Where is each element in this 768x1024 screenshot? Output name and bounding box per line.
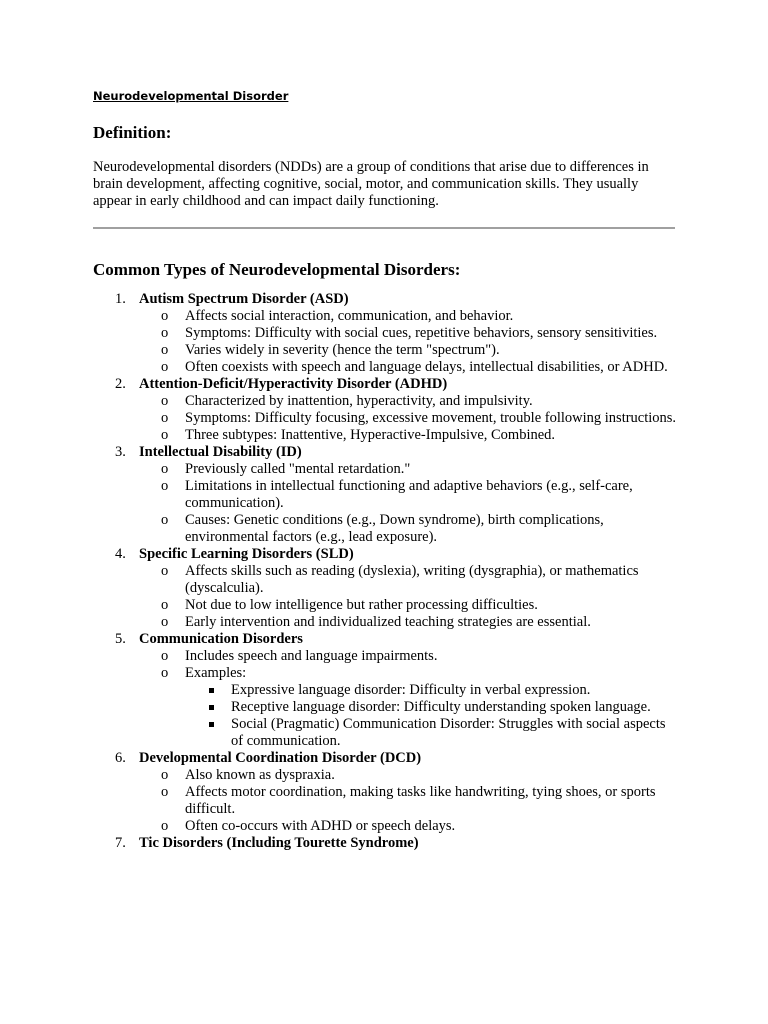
- point-text: Examples:: [185, 665, 247, 681]
- list-number: 2.: [115, 376, 126, 392]
- point-text: Symptoms: Difficulty with social cues, repetitive behaviors, sensory sensitivities.: [185, 325, 658, 341]
- point-item: [139, 665, 678, 750]
- point-item: [139, 784, 678, 818]
- square-bullet-icon: [209, 705, 214, 710]
- circle-bullet-icon: o: [161, 393, 169, 409]
- point-item: [139, 325, 678, 342]
- circle-bullet-icon: o: [161, 614, 169, 630]
- point-item: [139, 767, 678, 784]
- circle-bullet-icon: o: [161, 597, 169, 613]
- circle-bullet-icon: o: [161, 818, 169, 834]
- square-bullet-icon: [209, 688, 214, 693]
- point-text: Limitations in intellectual functioning and adaptive behaviors (e.g., self-care, communication).: [185, 478, 633, 511]
- list-item: [93, 291, 678, 376]
- list-item: [93, 750, 678, 835]
- square-bullet-icon: [209, 722, 214, 727]
- point-text: Early intervention and individualized teaching strategies are essential.: [185, 614, 591, 630]
- circle-bullet-icon: o: [161, 325, 169, 341]
- definition-paragraph: Neurodevelopmental disorders (NDDs) are a group of conditions that arise due to differences in brain development, affecting cognitive, social, motor, and communication skills. They usually appear in early childhood and can impact daily functioning.: [93, 159, 649, 209]
- point-item: [139, 563, 678, 597]
- circle-bullet-icon: o: [161, 308, 169, 324]
- point-item: [139, 410, 678, 427]
- sub-point-list: [185, 682, 678, 750]
- point-item: [139, 342, 678, 359]
- sub-point-item: [185, 682, 678, 699]
- point-text: Affects skills such as reading (dyslexia), writing (dysgraphia), or mathematics (dyscalculia).: [185, 563, 639, 596]
- circle-bullet-icon: o: [161, 410, 169, 426]
- point-text: Not due to low intelligence but rather processing difficulties.: [185, 597, 538, 613]
- circle-bullet-icon: o: [161, 784, 169, 800]
- point-text: Symptoms: Difficulty focusing, excessive movement, trouble following instructions.: [185, 410, 677, 426]
- list-item: [93, 376, 678, 444]
- disorder-name: Autism Spectrum Disorder (ASD): [139, 291, 349, 307]
- point-item: [139, 308, 678, 325]
- circle-bullet-icon: o: [161, 512, 169, 528]
- circle-bullet-icon: o: [161, 359, 169, 375]
- types-heading: Common Types of Neurodevelopmental Disorders:: [93, 260, 461, 279]
- circle-bullet-icon: o: [161, 427, 169, 443]
- disorder-name: Communication Disorders: [139, 631, 303, 647]
- circle-bullet-icon: o: [161, 648, 169, 664]
- horizontal-rule: [93, 227, 675, 229]
- point-item: [139, 648, 678, 665]
- list-item: [93, 546, 678, 631]
- circle-bullet-icon: o: [161, 342, 169, 358]
- point-list: [139, 648, 678, 750]
- disorder-name: Tic Disorders (Including Tourette Syndrome): [139, 835, 419, 851]
- point-text: Characterized by inattention, hyperactivity, and impulsivity.: [185, 393, 533, 409]
- disorder-name: Intellectual Disability (ID): [139, 444, 302, 460]
- list-number: 6.: [115, 750, 126, 766]
- list-item: [93, 631, 678, 750]
- disorder-name: Developmental Coordination Disorder (DCD): [139, 750, 422, 766]
- document-page: [93, 88, 678, 852]
- list-number: 1.: [115, 291, 126, 307]
- list-number: 7.: [115, 835, 126, 851]
- point-text: Also known as dyspraxia.: [185, 767, 335, 783]
- point-item: [139, 818, 678, 835]
- sub-point-item: [185, 699, 678, 716]
- point-item: [139, 393, 678, 410]
- list-item: [93, 444, 678, 546]
- list-item: [93, 835, 678, 852]
- point-item: [139, 478, 678, 512]
- point-text: Previously called "mental retardation.": [185, 461, 411, 477]
- list-number: 4.: [115, 546, 126, 562]
- definition-heading: Definition:: [93, 123, 172, 142]
- point-item: [139, 614, 678, 631]
- circle-bullet-icon: o: [161, 665, 169, 681]
- point-text: Varies widely in severity (hence the term "spectrum").: [185, 342, 500, 358]
- point-text: Affects social interaction, communication, and behavior.: [185, 308, 514, 324]
- sub-point-text: Expressive language disorder: Difficulty in verbal expression.: [231, 682, 591, 698]
- sub-point-text: Social (Pragmatic) Communication Disorder: Struggles with social aspects of communication.: [231, 716, 666, 749]
- point-text: Affects motor coordination, making tasks like handwriting, tying shoes, or sports difficult.: [185, 784, 656, 817]
- list-number: 5.: [115, 631, 126, 647]
- point-text: Includes speech and language impairments.: [185, 648, 438, 664]
- point-list: [139, 308, 678, 376]
- point-text: Three subtypes: Inattentive, Hyperactive-Impulsive, Combined.: [185, 427, 556, 443]
- circle-bullet-icon: o: [161, 563, 169, 579]
- disorder-name: Specific Learning Disorders (SLD): [139, 546, 354, 562]
- point-item: [139, 512, 678, 546]
- circle-bullet-icon: o: [161, 478, 169, 494]
- sub-point-item: [185, 716, 678, 750]
- list-number: 3.: [115, 444, 126, 460]
- document-title: Neurodevelopmental Disorder: [93, 89, 289, 103]
- point-item: [139, 461, 678, 478]
- point-list: [139, 461, 678, 546]
- point-text: Causes: Genetic conditions (e.g., Down syndrome), birth complications, environmental factors (e.g., lead exposure).: [185, 512, 604, 545]
- point-list: [139, 563, 678, 631]
- point-list: [139, 393, 678, 444]
- point-item: [139, 597, 678, 614]
- point-item: [139, 427, 678, 444]
- point-item: [139, 359, 678, 376]
- disorder-types-list: [93, 291, 678, 852]
- point-text: Often coexists with speech and language delays, intellectual disabilities, or ADHD.: [185, 359, 668, 375]
- circle-bullet-icon: o: [161, 767, 169, 783]
- sub-point-text: Receptive language disorder: Difficulty understanding spoken language.: [231, 699, 651, 715]
- disorder-name: Attention-Deficit/Hyperactivity Disorder (ADHD): [139, 376, 448, 392]
- point-list: [139, 767, 678, 835]
- point-text: Often co-occurs with ADHD or speech delays.: [185, 818, 456, 834]
- circle-bullet-icon: o: [161, 461, 169, 477]
